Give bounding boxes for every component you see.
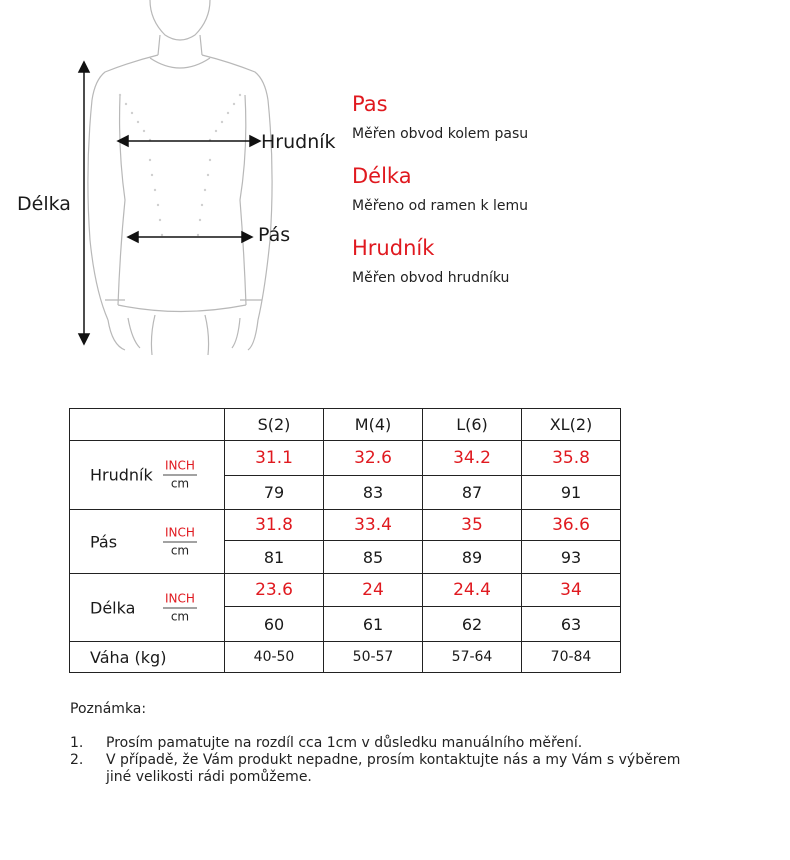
definition-chest: [352, 234, 772, 288]
note-item: [70, 735, 690, 752]
size-header: L(6): [423, 409, 522, 441]
table-cell-cm: 85: [324, 541, 423, 574]
unit-inch: INCH: [163, 591, 197, 608]
size-header: M(4): [324, 409, 423, 441]
table-cell-inch: 35: [423, 510, 522, 541]
row-label-waist: [70, 510, 225, 574]
row-label-text: Hrudník: [90, 465, 153, 485]
garment-sketch: [0, 0, 350, 355]
table-cell-inch: 36.6: [522, 510, 621, 541]
unit-cm: cm: [170, 609, 190, 623]
table-cell-inch: 24: [324, 574, 423, 607]
size-header: S(2): [225, 409, 324, 441]
length-arrow: [79, 62, 89, 344]
table-cell-cm: 81: [225, 541, 324, 574]
figure-label-waist: Pás: [258, 224, 291, 246]
note-number: 2.: [70, 752, 84, 768]
table-cell-cm: 62: [423, 607, 522, 642]
chest-arrow: [118, 136, 260, 146]
notes-section: [70, 701, 690, 786]
unit-fraction: [163, 459, 197, 492]
unit-fraction: [163, 525, 197, 558]
figure-label-chest: Hrudník: [261, 131, 336, 153]
unit-inch: INCH: [163, 459, 197, 476]
definition-description: Měřeno od ramen k lemu: [352, 198, 529, 214]
row-label-length: [70, 574, 225, 642]
table-cell-weight: 40-50: [225, 642, 324, 673]
table-cell-inch: 31.1: [225, 441, 324, 476]
table-cell-weight: 57-64: [423, 642, 522, 673]
table-cell-inch: 23.6: [225, 574, 324, 607]
size-header: XL(2): [522, 409, 621, 441]
table-cell-cm: 87: [423, 476, 522, 510]
row-label-text: Délka: [90, 598, 136, 617]
table-row-length-inch: [70, 574, 621, 607]
definition-length: [352, 162, 772, 216]
row-label-weight: Váha (kg): [70, 642, 225, 673]
table-cell-weight: 70-84: [522, 642, 621, 673]
definition-title: Pas: [352, 92, 388, 116]
table-row-weight: [70, 642, 621, 673]
row-label-text: Pás: [90, 532, 118, 551]
table-cell-inch: 32.6: [324, 441, 423, 476]
table-cell-cm: 93: [522, 541, 621, 574]
table-cell-inch: 34.2: [423, 441, 522, 476]
definition-waist: [352, 90, 772, 144]
measurement-definitions: [352, 90, 772, 306]
note-text: Prosím pamatujte na rozdíl cca 1cm v důsledku manuálního měření.: [106, 735, 583, 751]
table-cell-cm: 79: [225, 476, 324, 510]
definition-description: Měřen obvod hrudníku: [352, 270, 510, 286]
unit-inch: INCH: [163, 525, 197, 542]
unit-cm: cm: [170, 543, 190, 557]
definition-title: Délka: [352, 164, 412, 188]
size-table: [69, 408, 621, 673]
table-cell-inch: 31.8: [225, 510, 324, 541]
table-row-waist-inch: [70, 510, 621, 541]
definition-description: Měřen obvod kolem pasu: [352, 126, 529, 142]
unit-fraction: [163, 591, 197, 624]
notes-title: Poznámka:: [70, 701, 147, 717]
table-header-row: [70, 409, 621, 441]
definition-title: Hrudník: [352, 236, 435, 260]
table-cell-inch: 34: [522, 574, 621, 607]
table-cell-cm: 91: [522, 476, 621, 510]
table-cell-cm: 89: [423, 541, 522, 574]
table-cell-cm: 61: [324, 607, 423, 642]
table-cell-inch: 35.8: [522, 441, 621, 476]
table-cell-weight: 50-57: [324, 642, 423, 673]
note-text: V případě, že Vám produkt nepadne, prosím kontaktujte nás a my Vám s výběrem jiné velikosti rádi pomůžeme.: [106, 752, 681, 785]
unit-cm: cm: [170, 476, 190, 491]
table-cell-inch: 24.4: [423, 574, 522, 607]
table-corner-cell: [70, 409, 225, 441]
note-number: 1.: [70, 735, 84, 751]
table-row-chest-inch: [70, 441, 621, 476]
table-cell-inch: 33.4: [324, 510, 423, 541]
row-label-chest: [70, 441, 225, 510]
table-cell-cm: 63: [522, 607, 621, 642]
note-item: [70, 752, 690, 786]
table-cell-cm: 83: [324, 476, 423, 510]
pattern-dots: [119, 94, 241, 236]
garment-outline: [88, 0, 272, 355]
table-cell-cm: 60: [225, 607, 324, 642]
figure-label-length: Délka: [17, 193, 71, 215]
waist-arrow: [128, 232, 252, 242]
measurement-figure: [0, 0, 350, 355]
